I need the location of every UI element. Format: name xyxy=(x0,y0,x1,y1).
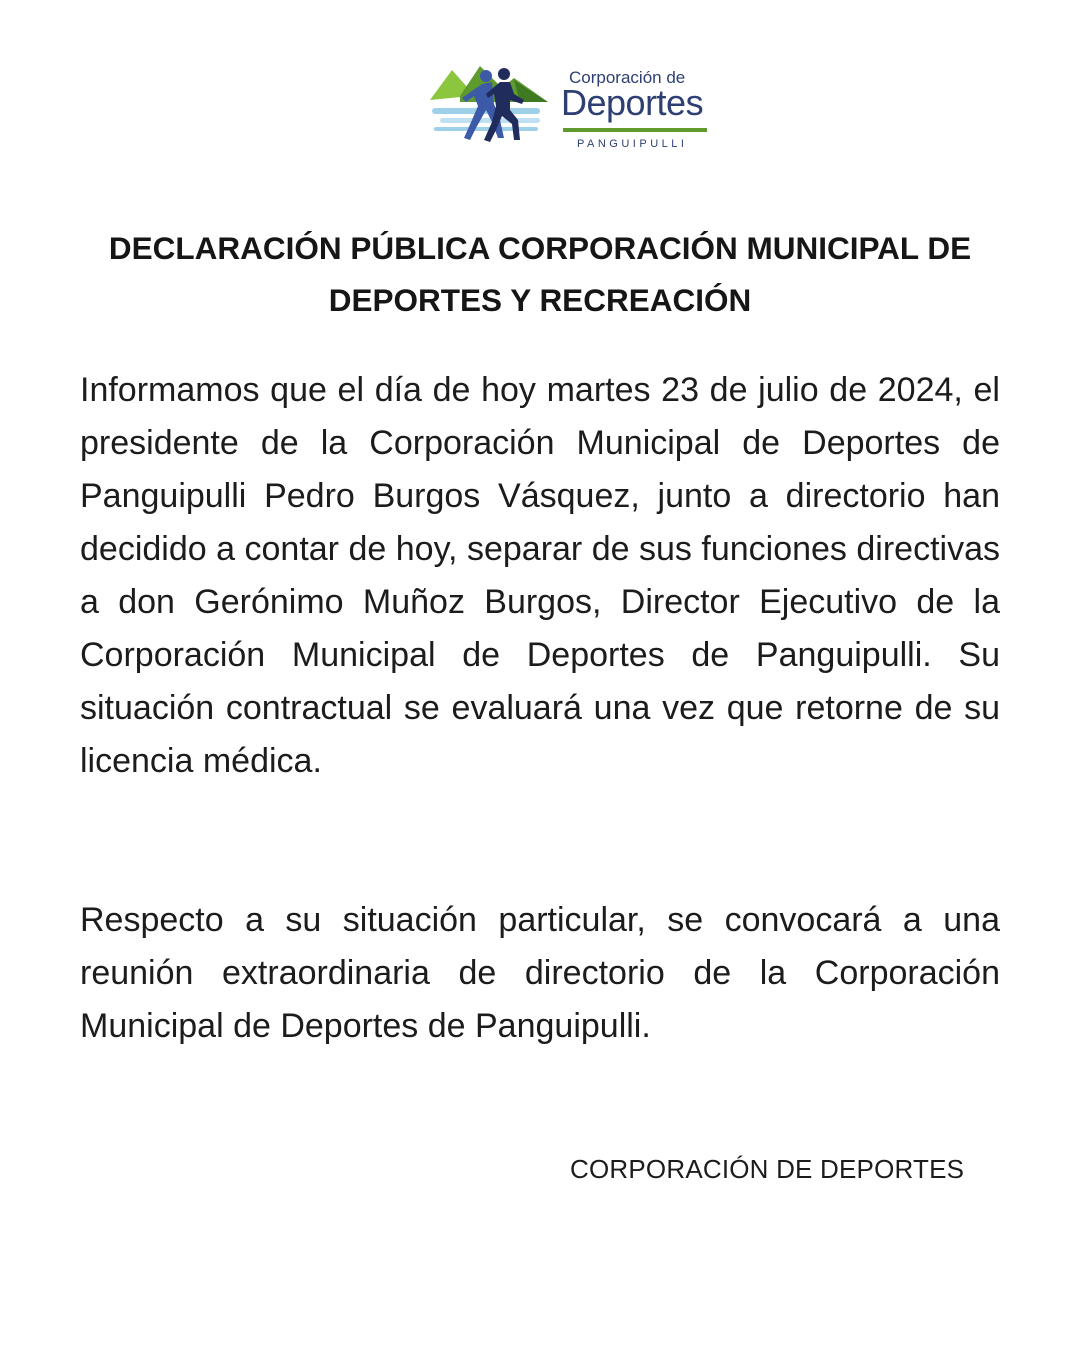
logo-text-top: Corporación de xyxy=(569,68,686,87)
logo-text-sub: PANGUIPULLI xyxy=(577,138,688,150)
signature: CORPORACIÓN DE DEPORTES xyxy=(570,1154,965,1184)
logo-text-main: Deportes xyxy=(561,82,704,123)
declaration-paragraph-1: Informamos que el día de hoy martes 23 de julio de 2024, el presidente de la Corporación Municipal de Deportes de Panguipulli Pedro Burgos Vásquez, junto a directorio han decidido a contar de hoy, separar de sus funciones directivas a don Gerónimo Muñoz Burgos, Director Ejecutivo de la Corporación Municipal de Deportes de Panguipulli. Su situación contractual se evaluará una vez que retorne de su licencia médica. xyxy=(80,371,1000,780)
runners-mountain-icon xyxy=(430,58,555,158)
declaration-title: DECLARACIÓN PÚBLICA CORPORACIÓN MUNICIPAL DE DEPORTES Y RECREACIÓN xyxy=(108,230,972,318)
corporation-logo xyxy=(430,58,720,158)
logo-divider xyxy=(563,128,707,132)
declaration-paragraph-2: Respecto a su situación particular, se convocará a una reunión extraordinaria de directorio de la Corporación Municipal de Deportes de Panguipulli. xyxy=(80,901,1000,1045)
